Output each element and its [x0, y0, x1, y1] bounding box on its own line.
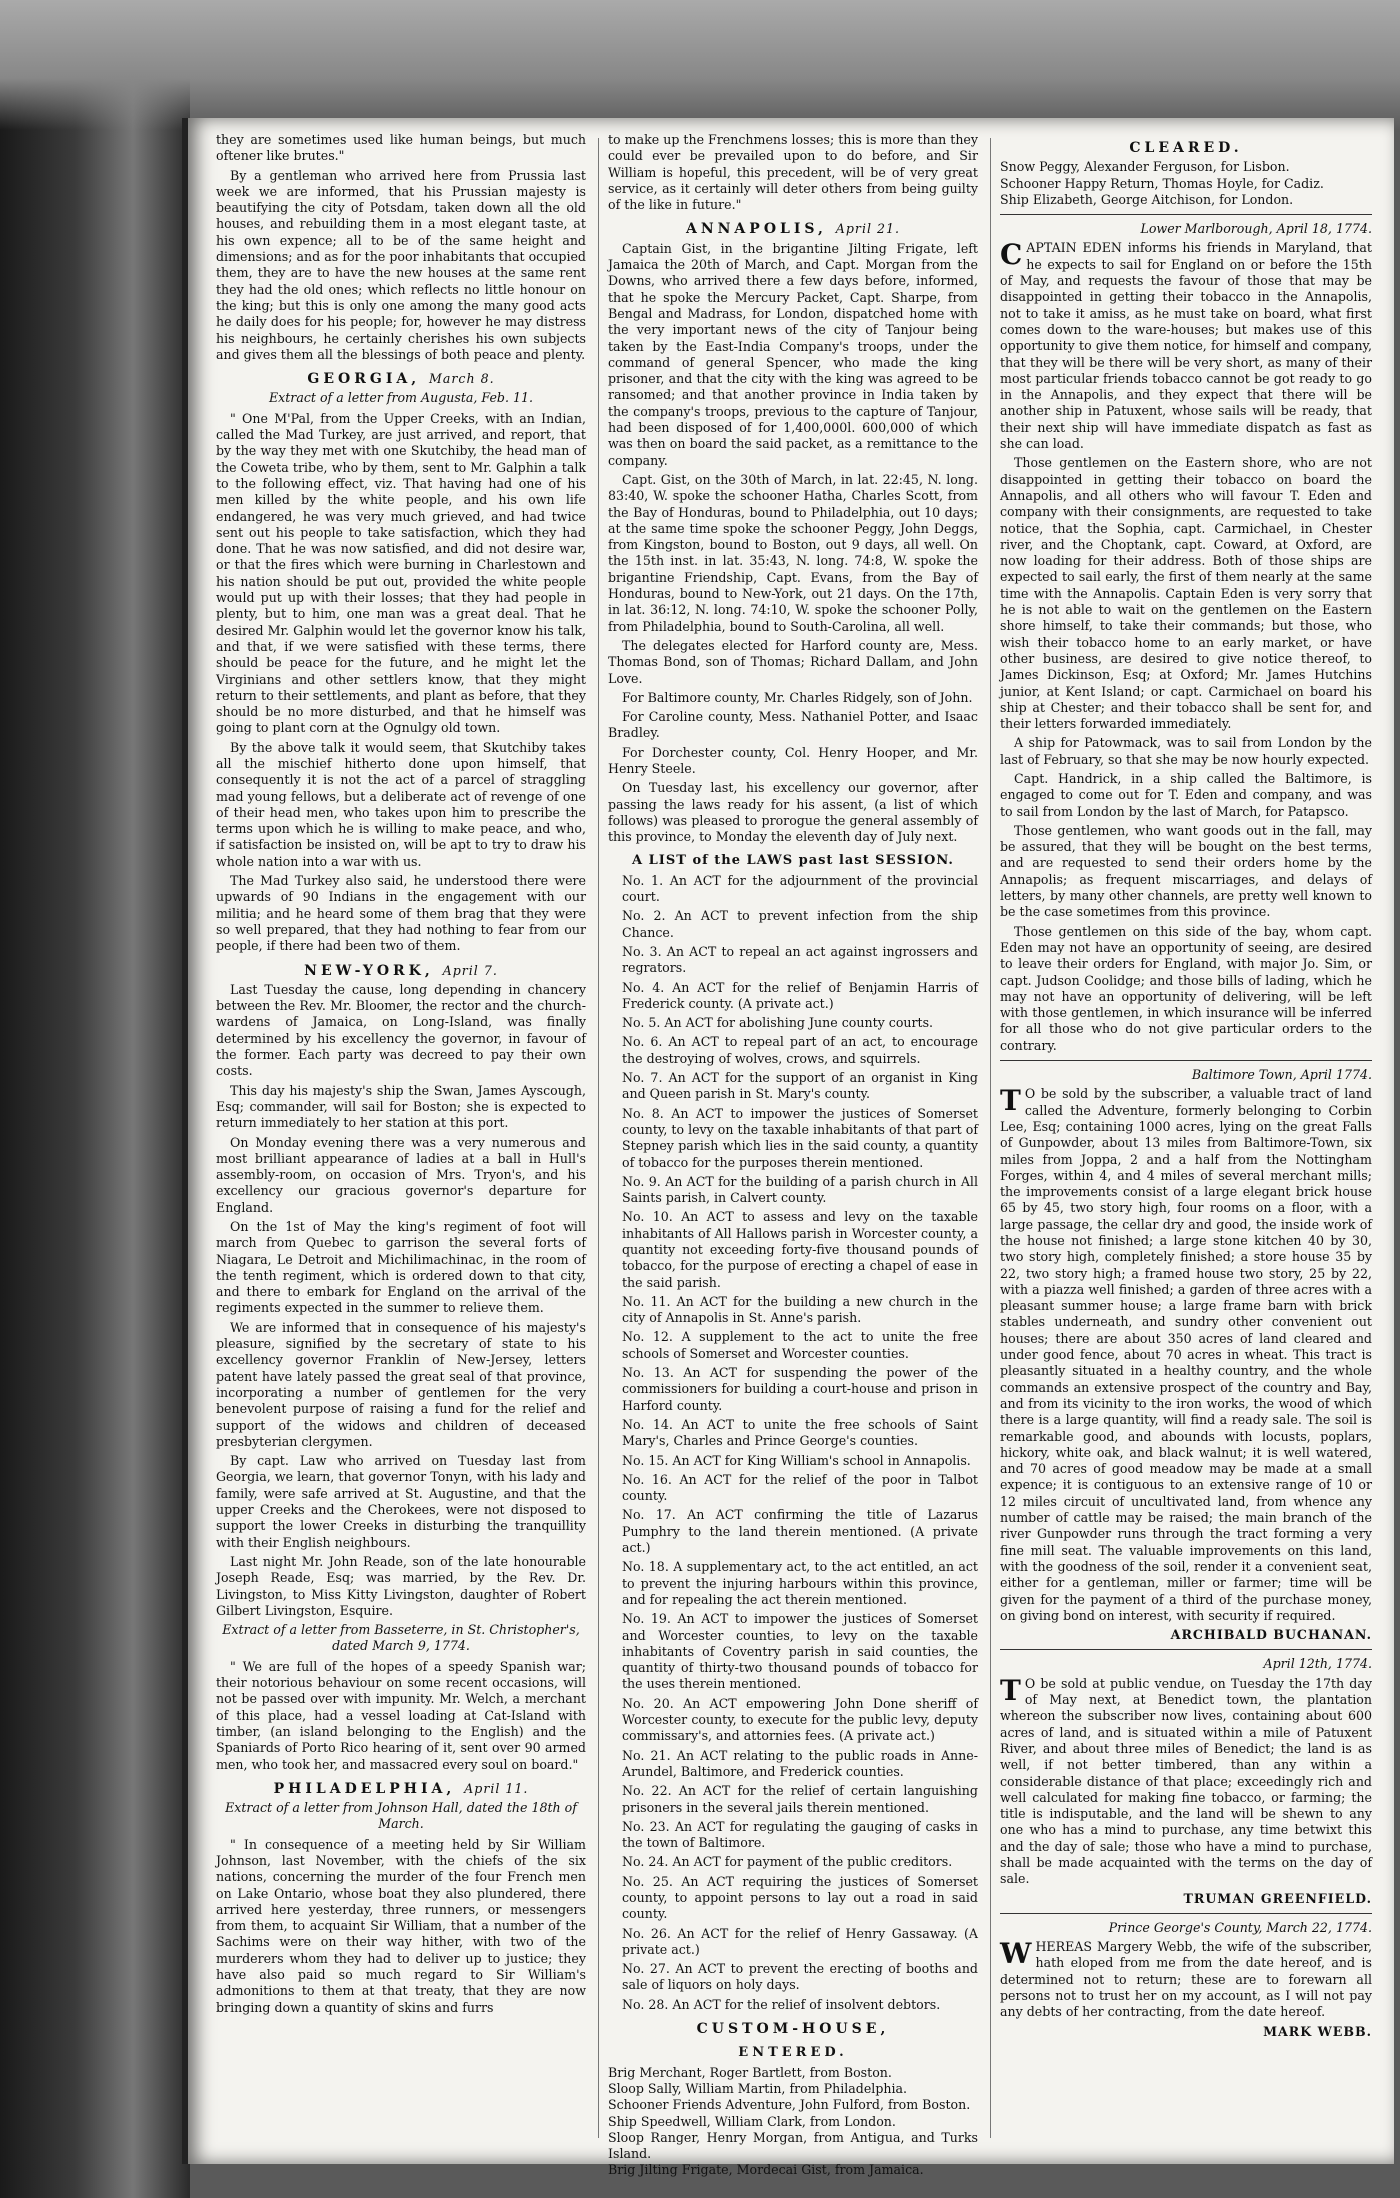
divider: [1000, 214, 1372, 215]
ad-paragraph: [1000, 1673, 1372, 1888]
law-item: No. 17. An ACT confirming the title of Lazarus Pumphry to the land therein mentioned. (A private act.): [622, 1507, 978, 1556]
column-right: [1000, 132, 1372, 2152]
law-item: No. 20. An ACT empowering John Done sheriff of Worcester county, to execute for the public levy, deputy commissary's, and attornies fees. (A private act.): [622, 1695, 978, 1744]
entered-heading: ENTERED.: [738, 2045, 848, 2061]
law-item: No. 15. An ACT for King William's school in Annapolis.: [622, 1452, 971, 1468]
paragraph: The Mad Turkey also said, he understood there were upwards of 90 Indians in the engagement with our militia; and he heard some of them brag that they were so well prepared, that they had nothing to fear from our people, if there had been two of them.: [216, 873, 586, 954]
laws-list: [608, 873, 978, 2013]
book-binding: [0, 0, 190, 2198]
laws-heading: A LIST of the LAWS past last SESSION.: [632, 853, 954, 869]
paragraph: Last Tuesday the cause, long depending in chancery between the Rev. Mr. Bloomer, the rector and the church-wardens of Jamaica, on Long-Island, was finally determined by his excellency the governor, in favour of the former. Each party was decreed to pay their own costs.: [216, 981, 586, 1079]
law-item: No. 12. A supplement to the act to unite the free schools of Somerset and Worcester counties.: [622, 1329, 978, 1361]
paragraph: Captain Gist, in the brigantine Jilting Frigate, left Jamaica the 20th of March, and Capt. Morgan from the Downs, who arrived there a few days before, informed, that he spoke the Mercury Packet, Capt. Sharpe, from Bengal and Madrass, for London, dispatched home with the very important news of the city of Tanjour being taken by the East-India Company's troops, under the command of general Spencer, who made the king prisoner, and that the city with the king was agreed to be ransomed; and that another province in India taken by the company's troops, previous to the capture of Tanjour, had been disposed of for 1,400,000l. 600,000 of which was then on board the said packet, as a remittance to the company.: [608, 240, 978, 468]
section-heading-new-york: [216, 963, 586, 979]
paragraph: By a gentleman who arrived here from Prussia last week we are informed, that his Prussian majesty is beautifying the city of Potsdam, taken down all the old houses, and rebuilding them in a most elegant taste, at his own expence; all to be of the same height and dimensions; and as for the poor inhabitants that occupied them, they are to have the new houses at the same rent they had the old ones; which reflects no little honour on the king; but this is only one among the many good acts he daily does for his people; for, however he may distress his neighbours, he certainly cherishes his own subjects and gives them all the blessings of both peace and plenty.: [216, 167, 586, 362]
entered-entry: Schooner Friends Adventure, John Fulford, from Boston.: [608, 2097, 971, 2113]
ad-text: APTAIN EDEN informs his friends in Maryland, that he expects to sail for England on or before the 15th of May, and requests the favour of those that may be disappointed in getting their tobacco in the Annapolis, not to take it amiss, as he must take on board, what first comes down to the ware-houses; but makes use of this opportunity to give them notice, for himself and company, that they will be there will be very short, as many of their most particular friends tobacco cannot be got ready to go in the Annapolis, and they expect that there will be another ship in Patuxent, whose sails will be ready, that their next ship will have immediate dispatch as fast as she can load.: [1000, 240, 1372, 452]
paragraph: This day his majesty's ship the Swan, James Ayscough, Esq; commander, will sail for Boston; she is expected to return immediately to her station at this port.: [216, 1082, 586, 1131]
divider: [1000, 1060, 1372, 1061]
heading-date: April 11.: [464, 1780, 529, 1796]
law-item: No. 16. An ACT for the relief of the poor in Talbot county.: [622, 1471, 978, 1504]
advertisement-public-vendue: [1000, 1656, 1372, 1906]
ad-text: HEREAS Margery Webb, the wife of the subscriber, hath eloped from me from the date hereof, and is determined not to return; these are to forewarn all persons not to trust her on my account, as I will not pay any debts of her contracting, from the date hereof.: [1000, 1939, 1372, 2020]
drop-cap: T: [1000, 1084, 1021, 1118]
column-rule: [990, 138, 991, 2138]
ad-text: O be sold at public vendue, on Tuesday the 17th day of May next, at Benedict town, the plantation whereon the subscriber now lives, containing about 600 acres of land, and is situated within a mile of Patuxent River, and about three miles of Benedict; the land is as well, if not better timbered, than any within a considerable distance of that place; exceedingly rich and well calculated for making fine tobacco, or farming; the title is indisputable, and the land will be shewn to any one who has a mind to purchase, any time betwixt this and the day of sale; those who have a mind to purchase, shall be made acquainted with the terms on the day of sale.: [1000, 1675, 1372, 1887]
law-item: No. 19. An ACT to impower the justices of Somerset and Worcester counties, to levy on the taxable inhabitants of Coventry parish in said counties, the quantity of thirty-two thousand pounds of tobacco for the uses therein mentioned.: [622, 1611, 978, 1692]
cleared-entry: Schooner Happy Return, Thomas Hoyle, for Cadiz.: [1000, 175, 1324, 191]
ad-paragraph: Capt. Handrick, in a ship called the Baltimore, is engaged to come out for T. Eden and company, and was to sail from London by the last of March, for Patapsco.: [1000, 770, 1372, 819]
ad-paragraph: Those gentlemen on the Eastern shore, who are not disappointed in getting their tobacco on board the Annapolis, and all others who will favour T. Eden and company with their consignments, are requested to take notice, that the Sophia, capt. Carmichael, in Chester river, and the Choptank, capt. Coward, at Oxford, are now loading for their address. Both of those ships are expected to sail early, the first of them nearly at the same time with the Annapolis. Captain Eden is very sorry that he is not able to wait on the gentlemen on the Eastern shore himself, to take their commands; but those, who wish their tobacco home to an early market, or have other business, are desired to give notice thereof, to James Dickinson, Esq; at Oxford; Mr. James Hutchins junior, at Kent Island; or capt. Carmichael on board his ship at Chester; and their tobacco shall be sent for, and their letters forwarded immediately.: [1000, 455, 1372, 732]
heading-date: April 7.: [442, 962, 498, 978]
ad-paragraph: [1000, 1939, 1372, 2020]
law-item: No. 10. An ACT to assess and levy on the taxable inhabitants of All Hallows parish in Worcester county, a quantity not exceeding forty-five thousand pounds of tobacco, for the purpose of erecting a chapel of ease in the said parish.: [622, 1209, 978, 1290]
extract-title: Extract of a letter from Augusta, Feb. 11.: [268, 390, 534, 406]
drop-cap: W: [1000, 1937, 1032, 1971]
paragraph: By the above talk it would seem, that Skutchiby takes all the mischief hitherto done upon himself, that consequently it is not the act of a parcel of straggling mad young fellows, but a deliberate act of revenge of one of their head men, who takes upon him to prescribe the terms upon which he is willing to make peace, and who, if satisfaction be insisted on, will be apt to try to draw his whole nation into a war with us.: [216, 739, 586, 869]
column-middle: [608, 132, 978, 2178]
divider: [1000, 1649, 1372, 1650]
law-item: No. 11. An ACT for the building a new church in the city of Annapolis in St. Anne's parish.: [622, 1293, 978, 1326]
extract-title: Extract of a letter from Johnson Hall, dated the 18th of March.: [225, 1800, 577, 1832]
law-item: No. 24. An ACT for payment of the public creditors.: [622, 1854, 953, 1870]
paragraph: Capt. Gist, on the 30th of March, in lat. 22:45, N. long. 83:40, W. spoke the schooner Hatha, Charles Scott, from the Bay of Honduras, bound to Philadelphia, out 10 days; at the same time spoke the schooner Peggy, John Deggs, from Kingston, bound to Boston, out 9 days, all well. On the 15th inst. in lat. 35:43, N. long. 74:8, W. spoke the brigantine Friendship, Capt. Evans, from the Bay of Honduras, bound to New-York, out 21 days. On the 17th, in lat. 36:12, N. long. 74:10, W. spoke the schooner Polly, from Philadelphia, bound to South-Carolina, all well.: [608, 471, 978, 634]
paragraph: For Caroline county, Mess. Nathaniel Potter, and Isaac Bradley.: [608, 709, 978, 741]
law-item: No. 8. An ACT to impower the justices of Somerset county, to levy on the taxable inhabitants of that part of Stepney parish which lies in the said county, a quantity of tobacco for the purposes therein mentioned.: [622, 1105, 978, 1170]
law-item: No. 13. An ACT for suspending the power of the commissioners for building a court-house and prison in Harford county.: [622, 1365, 978, 1413]
law-item: No. 5. An ACT for abolishing June county courts.: [622, 1015, 934, 1031]
paragraph: The delegates elected for Harford county are, Mess. Thomas Bond, son of Thomas; Richard Dallam, and John Love.: [608, 637, 978, 686]
paragraph: We are informed that in consequence of his majesty's pleasure, signified by the secretary of state to his excellency governor Franklin of New-Jersey, letters patent have lately passed the great seal of that province, incorporating a number of gentlemen for the very benevolent purpose of raising a fund for the relief and support of the widows and children of deceased presbyterian clergymen.: [216, 1319, 586, 1449]
ad-paragraph: [1000, 240, 1372, 452]
paragraph: For Baltimore county, Mr. Charles Ridgely, son of John.: [622, 689, 973, 705]
entered-entry: Sloop Ranger, Henry Morgan, from Antigua, and Turks Island.: [608, 2129, 978, 2162]
ad-text: O be sold by the subscriber, a valuable tract of land called the Adventure, formerly belonging to Corbin Lee, Esq; containing 1000 acres, lying on the great Falls of Gunpowder, about 13 miles from Baltimore-Town, six miles from Joppa, 2 and a half from the Nottingham Forges, within 4, and 4 miles of several merchant mills; the improvements consist of a large elegant brick house 65 by 45, two story high, four rooms on a floor, with a large passage, the cellar dry and good, the inside work of the house not finished; a large stone kitchen 40 by 30, two story high, completely finished; a store house 35 by 22, two story high; a framed house two story, 25 by 22, with a piazza well finished; a garden of three acres with a pleasant summer house; a large frame barn with brick stables underneath, and sundry other convenient out houses; there are about 350 acres of land cleared and under good fence, about 70 acres in wheat. This tract is pleasantly situated in a healthy country, and the whole commands an extensive prospect of the country and Bay, and from its vicinity to the iron works, the wood of which there is a large quantity, will find a ready sale. The soil is remarkable good, and abounds with locusts, poplars, hickory, white oak, and black walnut; it is well watered, and 70 acres of good meadow may be made at a small expence; it is contiguous to an extensive range of 10 or 12 miles circuit of uncultivated land, from whence any number of cattle may be raised; the main branch of the river Gunpowder runs through the tract forming a very fine mill seat. The valuable improvements on this land, with the goodness of the soil, render it a convenient seat, either for a gentleman, miller or farmer; time will be given for the payment of a third of the purchase money, on giving bond on interest, with security if required.: [1000, 1086, 1372, 1623]
ad-placeline: April 12th, 1774.: [1263, 1656, 1372, 1672]
law-item: No. 27. An ACT to prevent the erecting of booths and sale of liquors on holy days.: [622, 1961, 978, 1993]
drop-cap: C: [1000, 238, 1023, 272]
paragraph: Last night Mr. John Reade, son of the late honourable Joseph Reade, Esq; was married, by the Rev. Dr. Livingston, to Miss Kitty Livingston, daughter of Robert Gilbert Livingston, Esquire.: [216, 1553, 586, 1618]
heading-date: April 21.: [835, 221, 901, 237]
ad-paragraph: [1000, 1086, 1372, 1624]
paragraph: they are sometimes used like human beings, but much oftener like brutes.": [216, 132, 586, 164]
drop-cap: T: [1000, 1673, 1021, 1707]
law-item: No. 4. An ACT for the relief of Benjamin Harris of Frederick county. (A private act.): [622, 979, 978, 1011]
law-item: No. 6. An ACT to repeal part of an act, to encourage the destroying of wolves, crows, and squirrels.: [622, 1034, 978, 1066]
section-heading-annapolis: [608, 221, 978, 237]
ad-placeline: Baltimore Town, April 1774.: [1191, 1067, 1372, 1083]
scan-background: [0, 0, 1400, 130]
heading-place: GEORGIA,: [307, 371, 421, 388]
entered-entry: Ship Speedwell, William Clark, from London.: [608, 2113, 896, 2129]
cleared-list: [1000, 159, 1372, 208]
paragraph: " In consequence of a meeting held by Sir William Johnson, last November, with the chiefs of the six nations, concerning the murder of the four French men on Lake Ontario, whose boat they also plundered, there arrived here yesterday, three runners, or messengers from them, to acquaint Sir William, that a number of the Sachims were on their way hither, with two of the murderers whom they had to deliver up to justice; they have also paid so much regard to Sir William's admonitions to them at that treaty, that they are now bringing down a quantity of skins and furrs: [216, 1836, 586, 2015]
advertisement-notice-webb: [1000, 1920, 1372, 2040]
law-item: No. 2. An ACT to prevent infection from the ship Chance.: [622, 908, 978, 940]
advertisement-captain-eden: [1000, 221, 1372, 1054]
extract-title: Extract of a letter from Basseterre, in St. Christopher's, dated March 9, 1774.: [222, 1622, 580, 1654]
entered-entry: Brig Jilting Frigate, Mordecai Gist, from Jamaica.: [608, 2162, 924, 2178]
entered-entry: Sloop Sally, William Martin, from Philadelphia.: [608, 2080, 908, 2096]
column-rule: [598, 138, 599, 2138]
paragraph: For Dorchester county, Col. Henry Hooper, and Mr. Henry Steele.: [608, 744, 978, 776]
paragraph: By capt. Law who arrived on Tuesday last from Georgia, we learn, that governor Tonyn, with his lady and family, were safe arrived at St. Augustine, and that the upper Creeks and the Cherokees, were not disposed to support the lower Creeks in disturbing the tranquillity with their English neighbours.: [216, 1453, 586, 1550]
cleared-entry: Snow Peggy, Alexander Ferguson, for Lisbon.: [1000, 159, 1290, 175]
law-item: No. 28. An ACT for the relief of insolvent debtors.: [622, 1996, 941, 2012]
newspaper-page: [182, 118, 1394, 2178]
law-item: No. 22. An ACT for the relief of certain languishing prisoners in the several jails therein mentioned.: [622, 1783, 978, 1815]
heading-place: ANNAPOLIS,: [685, 221, 827, 238]
law-item: No. 23. An ACT for regulating the gauging of casks in the town of Baltimore.: [622, 1818, 978, 1851]
heading-place: PHILADELPHIA,: [273, 1780, 456, 1797]
entered-entry: Brig Merchant, Roger Bartlett, from Boston.: [608, 2064, 892, 2080]
law-item: No. 18. A supplementary act, to the act entitled, an act to prevent the injuring harbours within this province, and for repealing the act therein mentioned.: [622, 1559, 978, 1607]
paragraph: On Tuesday last, his excellency our governor, after passing the laws ready for his assent, (a list of which follows) was pleased to prorogue the general assembly of this province, to Monday the eleventh day of July next.: [608, 780, 978, 845]
cleared-heading: CLEARED.: [1129, 140, 1243, 156]
section-heading-georgia: [216, 371, 586, 387]
ad-placeline: Lower Marlborough, April 18, 1774.: [1140, 221, 1372, 237]
ad-placeline: Prince George's County, March 22, 1774.: [1108, 1919, 1372, 1935]
custom-house-heading: CUSTOM-HOUSE,: [696, 2021, 890, 2038]
paragraph: " One M'Pal, from the Upper Creeks, with an Indian, called the Mad Turkey, are just arrived, and report, that by the way they met with one Skutchiby, the head man of the Coweta tribe, who by them, sent to Mr. Galphin a talk to the following effect, viz. That having had one of his men killed by the white people, and his own life endangered, he was very much grieved, and had twice sent out his people to take satisfaction, which they had done. That he was now satisfied, and did not desire war, or that the fires which were burning in Charlestown and his nation should be put out, provided the white people would put up with their losses; that they had people in plenty, but to him, one man was a great deal. That he desired Mr. Galphin would let the governor know his talk, and that, if we were satisfied with these terms, there should be peace for the future, and he might let the Virginians and other settlers know, that they might return to their settlements, and plant as before, that they should be no more disturbed, and that he himself was going to plant corn at the Ognulgy old town.: [216, 410, 586, 736]
paragraph: to make up the Frenchmens losses; this is more than they could ever be prevailed upon to do before, and Sir William is hopeful, this precedent, will be of very great service, as it certainly will deter others from being guilty of the like in future.": [608, 132, 978, 213]
law-item: No. 1. An ACT for the adjournment of the provincial court.: [622, 872, 978, 905]
divider: [1000, 1913, 1372, 1914]
law-item: No. 7. An ACT for the support of an organist in King and Queen parish in St. Mary's county.: [622, 1070, 978, 1102]
law-item: No. 9. An ACT for the building of a parish church in All Saints parish, in Calvert county.: [622, 1173, 978, 1206]
ad-signature: MARK WEBB.: [1263, 2023, 1372, 2039]
paragraph: On Monday evening there was a very numerous and most brilliant appearance of ladies at a ball in Hull's assembly-room, on occasion of Mrs. Tryon's, and his excellency our gracious governor's departure for England.: [216, 1134, 586, 1215]
ad-signature: ARCHIBALD BUCHANAN.: [1170, 1627, 1372, 1643]
paragraph: " We are full of the hopes of a speedy Spanish war; their notorious behaviour on some recent occasions, will not be passed over with impunity. Mr. Welch, a merchant of this place, had a vessel loading at Cat-Island with timber, (an island belonging to the English) and the Spaniards of Porto Rico hearing of it, sent over 90 armed men, who took her, and massacred every soul on board.": [216, 1658, 586, 1772]
column-left: [216, 132, 586, 2152]
cleared-entry: Ship Elizabeth, George Aitchison, for London.: [1000, 191, 1294, 207]
heading-date: March 8.: [428, 371, 495, 387]
paragraph: On the 1st of May the king's regiment of foot will march from Quebec to garrison the several forts of Niagara, Le Detroit and Michilimachinac, in the room of the tenth regiment, which is ordered down to that city, and there to embark for England on the arrival of the regiments expected in the summer to relieve them.: [216, 1219, 586, 1316]
law-item: No. 21. An ACT relating to the public roads in Anne-Arundel, Baltimore, and Frederick counties.: [622, 1747, 978, 1779]
heading-place: NEW-YORK,: [304, 962, 434, 979]
entered-list: [608, 2065, 978, 2179]
law-item: No. 3. An ACT to repeal an act against ingrossers and regrators.: [622, 943, 978, 976]
law-item: No. 26. An ACT for the relief of Henry Gassaway. (A private act.): [622, 1925, 978, 1957]
law-item: No. 14. An ACT to unite the free schools of Saint Mary's, Charles and Prince George's counties.: [622, 1416, 978, 1449]
ad-signature: TRUMAN GREENFIELD.: [1183, 1890, 1372, 1906]
section-heading-philadelphia: [216, 1781, 586, 1797]
ad-paragraph: A ship for Patowmack, was to sail from London by the last of February, so that she may be now hourly expected.: [1000, 735, 1372, 767]
law-item: No. 25. An ACT requiring the justices of Somerset county, to appoint persons to lay out a road in said county.: [622, 1873, 978, 1922]
advertisement-land-sale-baltimore: [1000, 1067, 1372, 1643]
ad-paragraph: Those gentlemen, who want goods out in the fall, may be assured, that they will be bought on the best terms, and are requested to send their orders home by the Annapolis; as frequent miscarriages, and delays of letters, by many other channels, are pretty well known to be the case sometimes from this province.: [1000, 822, 1372, 920]
ad-paragraph: Those gentlemen on this side of the bay, whom capt. Eden may not have an opportunity of seeing, are desired to leave their orders for England, with major Jo. Sim, or capt. Judson Coolidge; and those bills of lading, which he may not have an opportunity of delivering, will be left with those gentlemen, in which insurance will be inferred for all those who do not give particular orders to the contrary.: [1000, 923, 1372, 1053]
